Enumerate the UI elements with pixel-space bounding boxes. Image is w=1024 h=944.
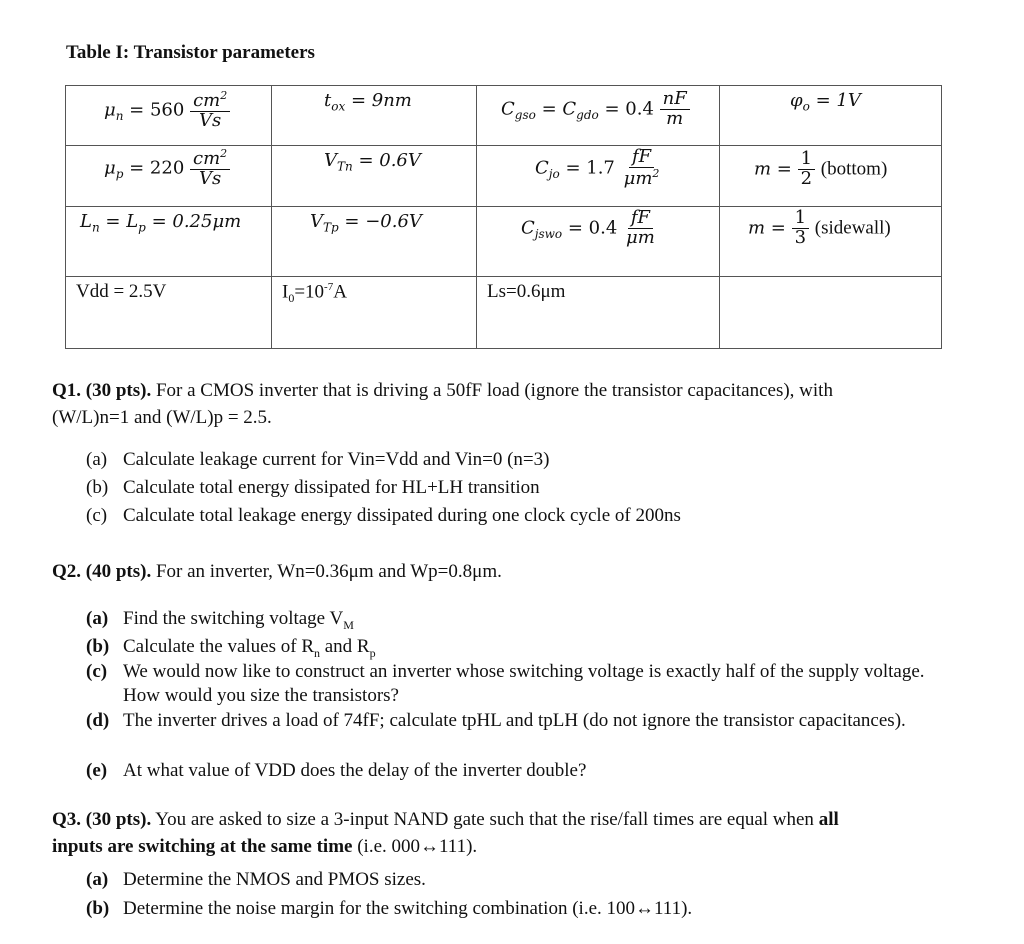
cjo-cell [477,146,720,207]
table-title: Table I: Transistor parameters [66,42,315,63]
vtp-cell [272,207,477,277]
table-row [66,277,942,349]
table-row [66,86,942,146]
table-row [66,207,942,277]
io-cell [272,277,477,349]
q1-item-c: (c) Calculate total leakage energy dissipated during one clock cycle of 200ns [86,505,681,526]
vtp-formula: $V_{Tp} = -0.6V$ [310,211,422,235]
mun-cell [66,86,272,146]
mup-cell [66,146,272,207]
q3-heading: Q3. (30 pts). You are asked to size a 3-input NAND gate such that the rise/fall times are equal when all inputs are switching at the same time (i.e. 000↔111). [52,809,839,857]
m-bottom-cell [720,146,942,207]
ls-value: Ls=0.6μm [487,281,566,302]
m-sidewall-cell [720,207,942,277]
phi-cell [720,86,942,146]
length-formula: $L_n = L_p = 0.25\mu m$ [80,211,242,235]
q1-item-a: (a) Calculate leakage current for Vin=Vdd and Vin=0 (n=3) [86,449,550,470]
q3-item-a: (a) Determine the NMOS and PMOS sizes. [86,869,426,890]
cgso-formula: $C_{gso} = C_{gdo} = 0.4$ $\frac{nF}{m}$ [501,90,690,129]
cgso-cell [477,86,720,146]
vtn-formula: $V_{Tn} = 0.6V$ [324,150,421,174]
io-value: $I_0=10^{-7}A$ [282,281,347,306]
q2-item-b: (b) Calculate the values of $R_n$ and $R_p$ [86,636,376,660]
q1-item-b: (b) Calculate total energy dissipated for HL+LH transition [86,477,540,498]
cjo-formula: $C_{jo} = 1.7$ $\frac{fF}{\mu m^2}$ [535,146,660,189]
tox-formula: $t_{ox} = 9nm$ [324,90,412,114]
empty-cell [720,277,942,349]
mun-formula: $\mu_n = 560$ $\frac{cm^2}{Vs}$ [104,90,230,131]
vtn-cell [272,146,477,207]
transistor-parameters-table [65,85,942,349]
q2-item-d: (d) The inverter drives a load of 74fF; calculate tpHL and tpLH (do not ignore the transistor capacitances). [86,710,906,731]
tox-cell [272,86,477,146]
vdd-cell [66,277,272,349]
length-cell [66,207,272,277]
m-sidewall-formula: m = $\frac{1}{3}$ (sidewall) [748,207,891,248]
q1-heading: Q1. (30 pts). For a CMOS inverter that is driving a 50fF load (ignore the transistor capacitances), with (W/L)n=1 and (W/L)p = 2.5. [52,380,833,428]
q2-item-e: (e) At what value of VDD does the delay of the inverter double? [86,760,587,781]
q3-item-b: (b) Determine the noise margin for the switching combination (i.e. 100↔111). [86,898,693,919]
table-row [66,146,942,207]
m-bottom-formula: m = $\frac{1}{2}$ (bottom) [754,148,888,189]
phi-formula: $\varphi_o = 1V$ [790,90,861,114]
ls-cell [477,277,720,349]
cjswo-cell [477,207,720,277]
mup-formula: $\mu_p = 220$ $\frac{cm^2}{Vs}$ [104,148,230,189]
q2-item-c: (c) We would now like to construct an inverter whose switching voltage is exactly half of the supply voltage. How would you size the transistors? [86,661,925,706]
q2-item-a: (a) Find the switching voltage $V_M$ [86,608,354,632]
q2-heading: Q2. (40 pts). For an inverter, Wn=0.36μm and Wp=0.8μm. [52,561,502,582]
cjswo-formula: $C_{jswo} = 0.4$ $\frac{fF}{\mu m}$ [521,207,655,248]
vdd-value: Vdd = 2.5V [76,281,167,302]
